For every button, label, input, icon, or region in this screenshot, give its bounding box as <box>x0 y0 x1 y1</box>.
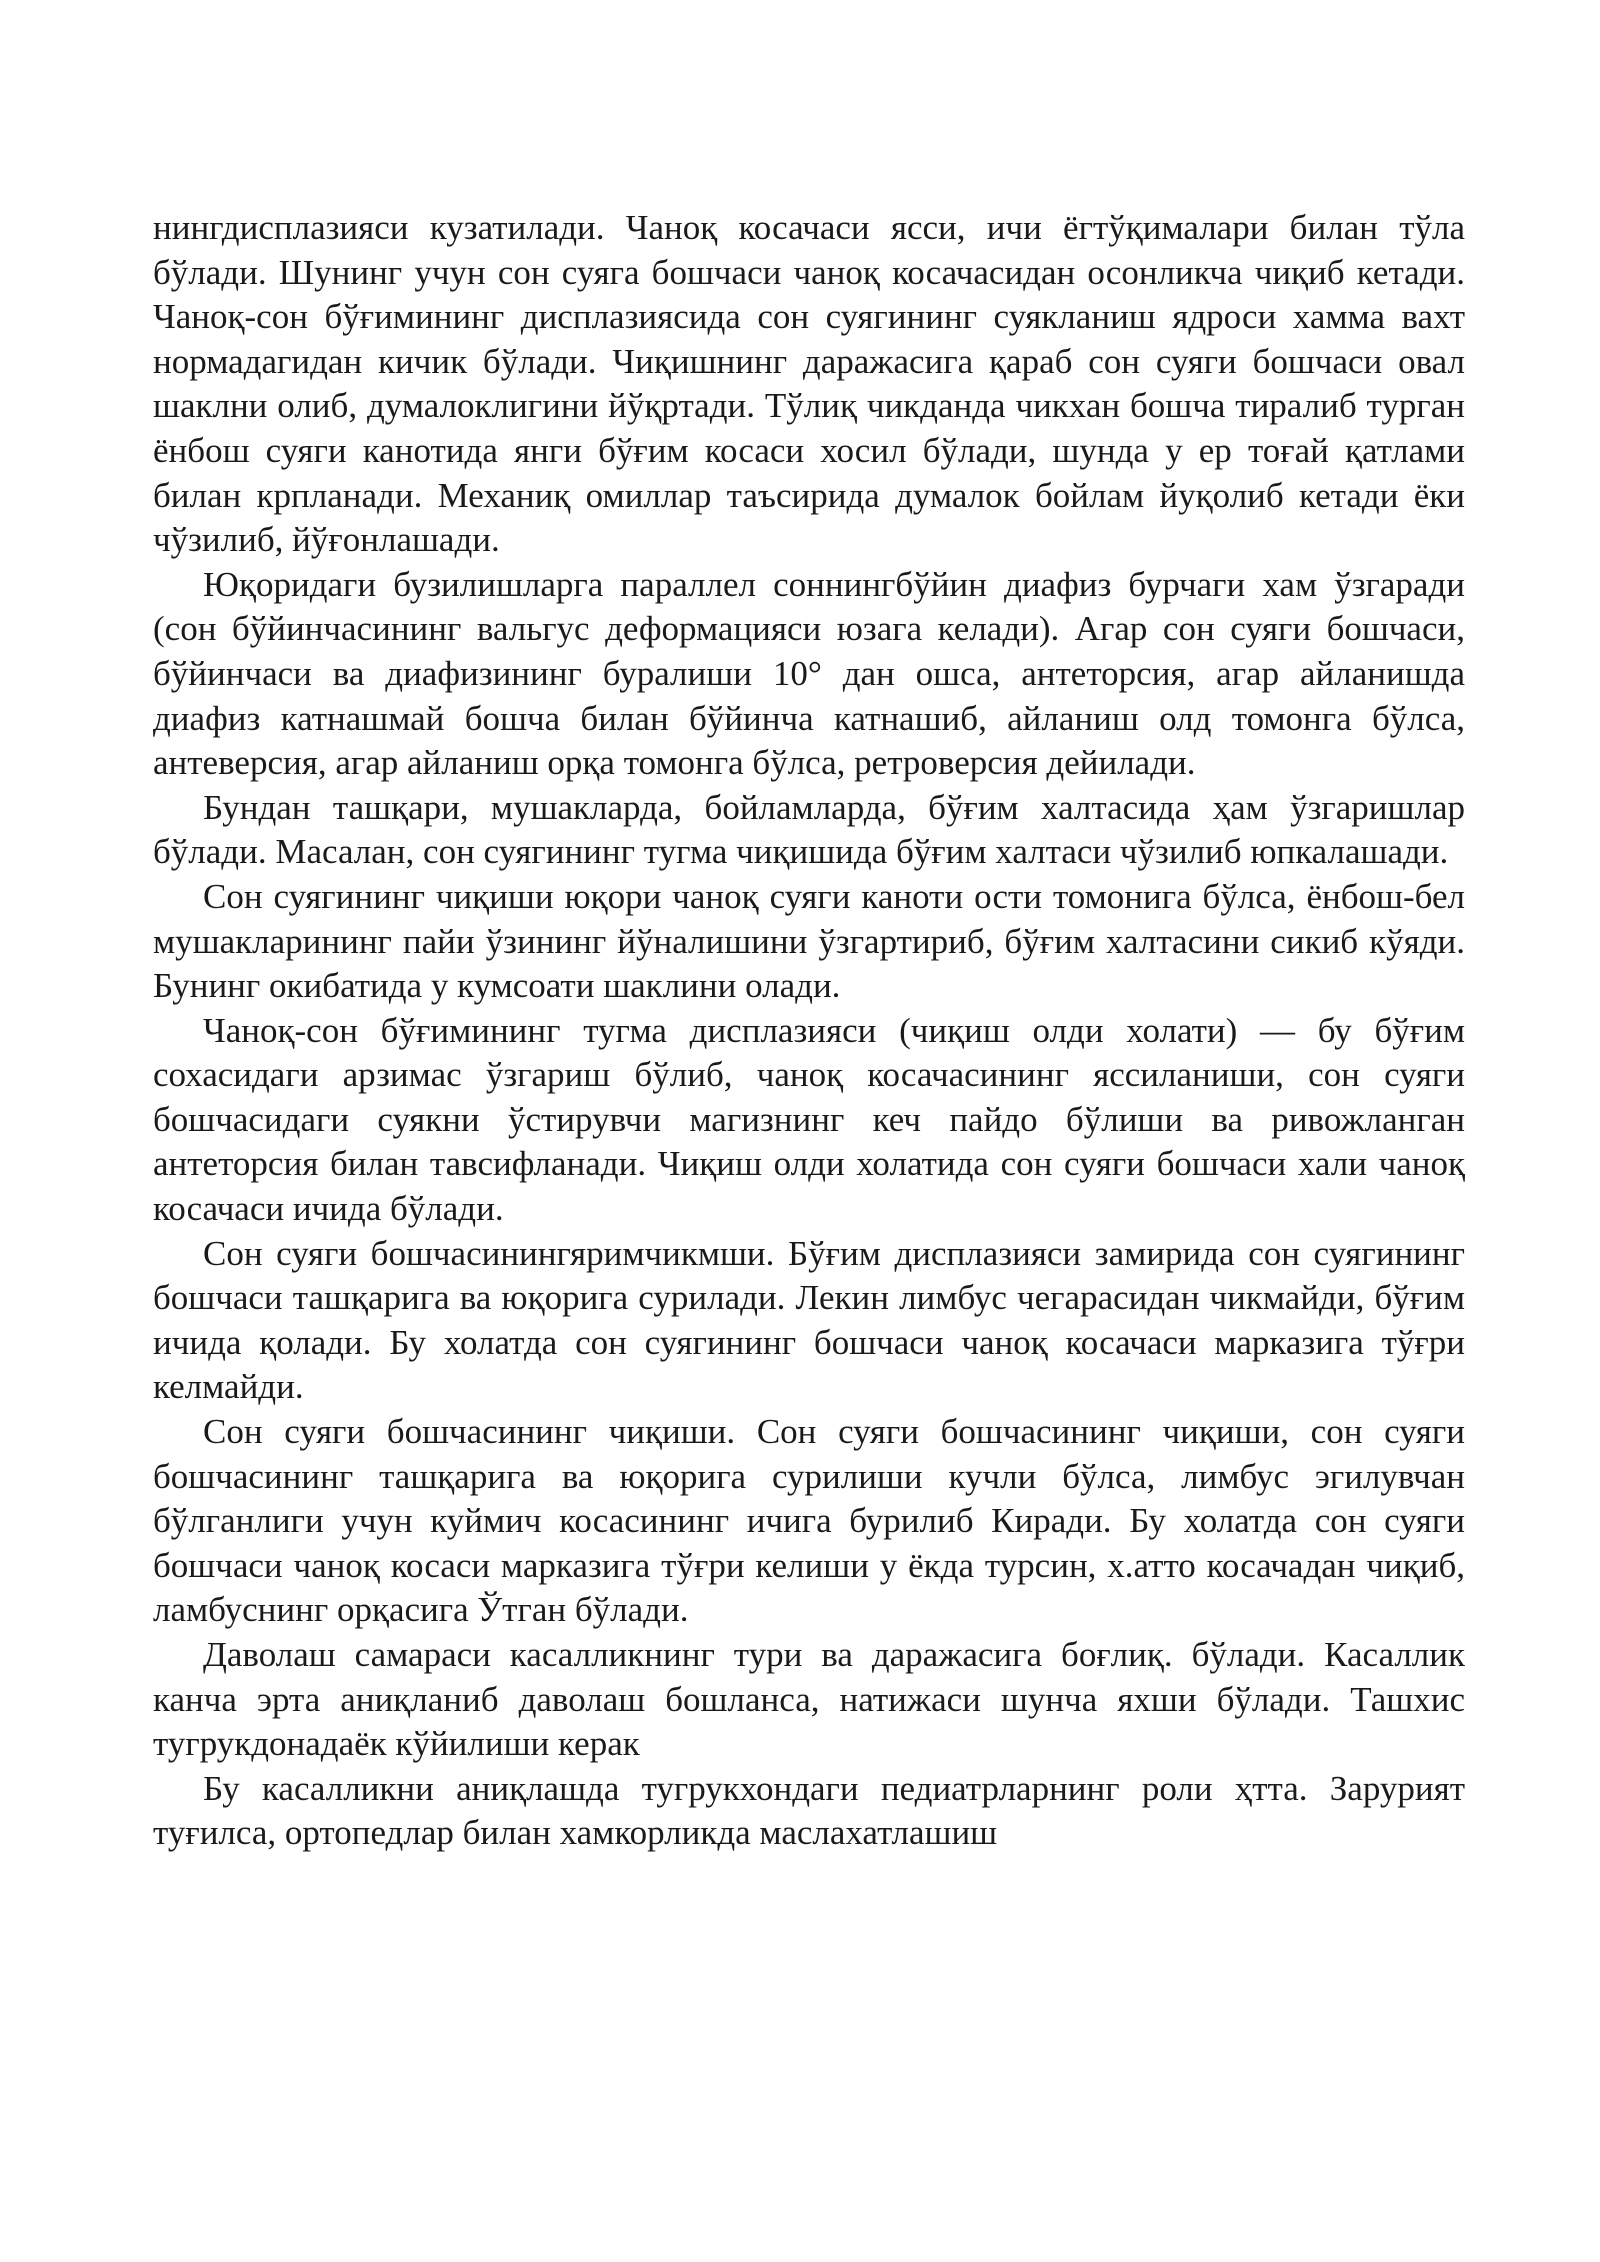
document-body <box>153 206 1465 1856</box>
paragraph-6: Сон суяги бошчасинингяримчикмши. Бўғим дисплазияси замирида сон суягининг бошчаси ташқарига ва юқорига сурилади. Лекин лимбус чегарасидан чикмайди, бўғим ичида қолади. Бу холатда сон суягининг бошчаси чаноқ косачаси марказига тўғри келмайди. <box>153 1233 1465 1407</box>
paragraph-8: Даволаш самараси касалликнинг тури ва даражасига боғлиқ. бўлади. Касаллик канча эрта аниқланиб даволаш бошланса, натижаси шунча яхши бўлади. Ташхис тугрукдонадаёк кўйилиши керак <box>153 1635 1465 1764</box>
paragraph-7: Сон суяги бошчасининг чиқиши. Сон суяги бошчасининг чиқиши, сон суяги бошчасининг ташқарига ва юқорига сурилиши кучли бўлса, лимбус эгилувчан бўлганлиги учун куймич косасининг ичига бурилиб Киради. Бу холатда сон суяги бошчаси чаноқ косаси марказига тўғри келиши у ёкда турсин, х.атто косачадан чиқиб, ламбуснинг орқасига Ўтган бўлади. <box>153 1412 1465 1630</box>
paragraph-3: Бундан ташқари, мушакларда, бойламларда, бўғим халтасида ҳам ўзгаришлар бўлади. Масалан, сон суягининг тугма чиқишида бўғим халтаси чўзилиб юпкалашади. <box>153 787 1465 872</box>
paragraph-5: Чаноқ-сон бўғимининг тугма дисплазияси (чиқиш олди холати) — бу бўғим сохасидаги арзимас ўзгариш бўлиб, чаноқ косачасининг яссиланиши, сон суяги бошчасидаги суякни ўстирувчи магизнинг кеч пайдо бўлиши ва ривожланган антеторсия билан тавсифланади. Чиқиш олди холатида сон суяги бошчаси хали чаноқ косачаси ичида бўлади. <box>153 1010 1465 1229</box>
paragraph-1: нингдисплазияси кузатилади. Чаноқ косачаси ясси, ичи ёгтўқималари билан тўла бўлади. Шунинг учун сон суяга бошчаси чаноқ косачасидан осонликча чиқиб кетади. Чаноқ-сон бўғимининг дисплазиясида сон суягининг суякланиш ядроси хамма вахт нормадагидан кичик бўлади. Чиқишнинг даражасига қараб сон суяги бошчаси овал шаклни олиб, думалоклигини йўқртади. Тўлиқ чикданда чикхан бошча тиралиб турган ёнбош суяги канотида янги бўғим косаси хосил бўлади, шунда у ер тоғай қатлами билан крпланади. Механиқ омиллар таъсирида думалок бойлам йуқолиб кетади ёки чўзилиб, йўғонлашади. <box>153 208 1465 560</box>
paragraph-9: Бу касалликни аниқлашда тугрукхондаги педиатрларнинг роли ҳтта. Зарурият туғилса, ортопедлар билан хамкорликда маслахатлашиш <box>153 1768 1465 1853</box>
paragraph-2: Юқоридаги бузилишларга параллел соннингбўйин диафиз бурчаги хам ўзгаради (сон бўйинчасининг вальгус деформацияси юзага келади). Агар сон суяги бошчаси, бўйинчаси ва диафизининг буралиши 10° дан ошса, антеторсия, агар айланишда диафиз катнашмай бошча билан бўйинча катнашиб, айланиш олд томонга бўлса, антеверсия, агар айланиш орқа томонга бўлса, ретроверсия дейилади. <box>153 564 1465 783</box>
paragraph-4: Сон суягининг чиқиши юқори чаноқ суяги каноти ости томонига бўлса, ёнбош-бел мушакларининг пайи ўзининг йўналишини ўзгартириб, бўғим халтасини сикиб кўяди. Бунинг окибатида у кумсоати шаклини олади. <box>153 876 1465 1006</box>
